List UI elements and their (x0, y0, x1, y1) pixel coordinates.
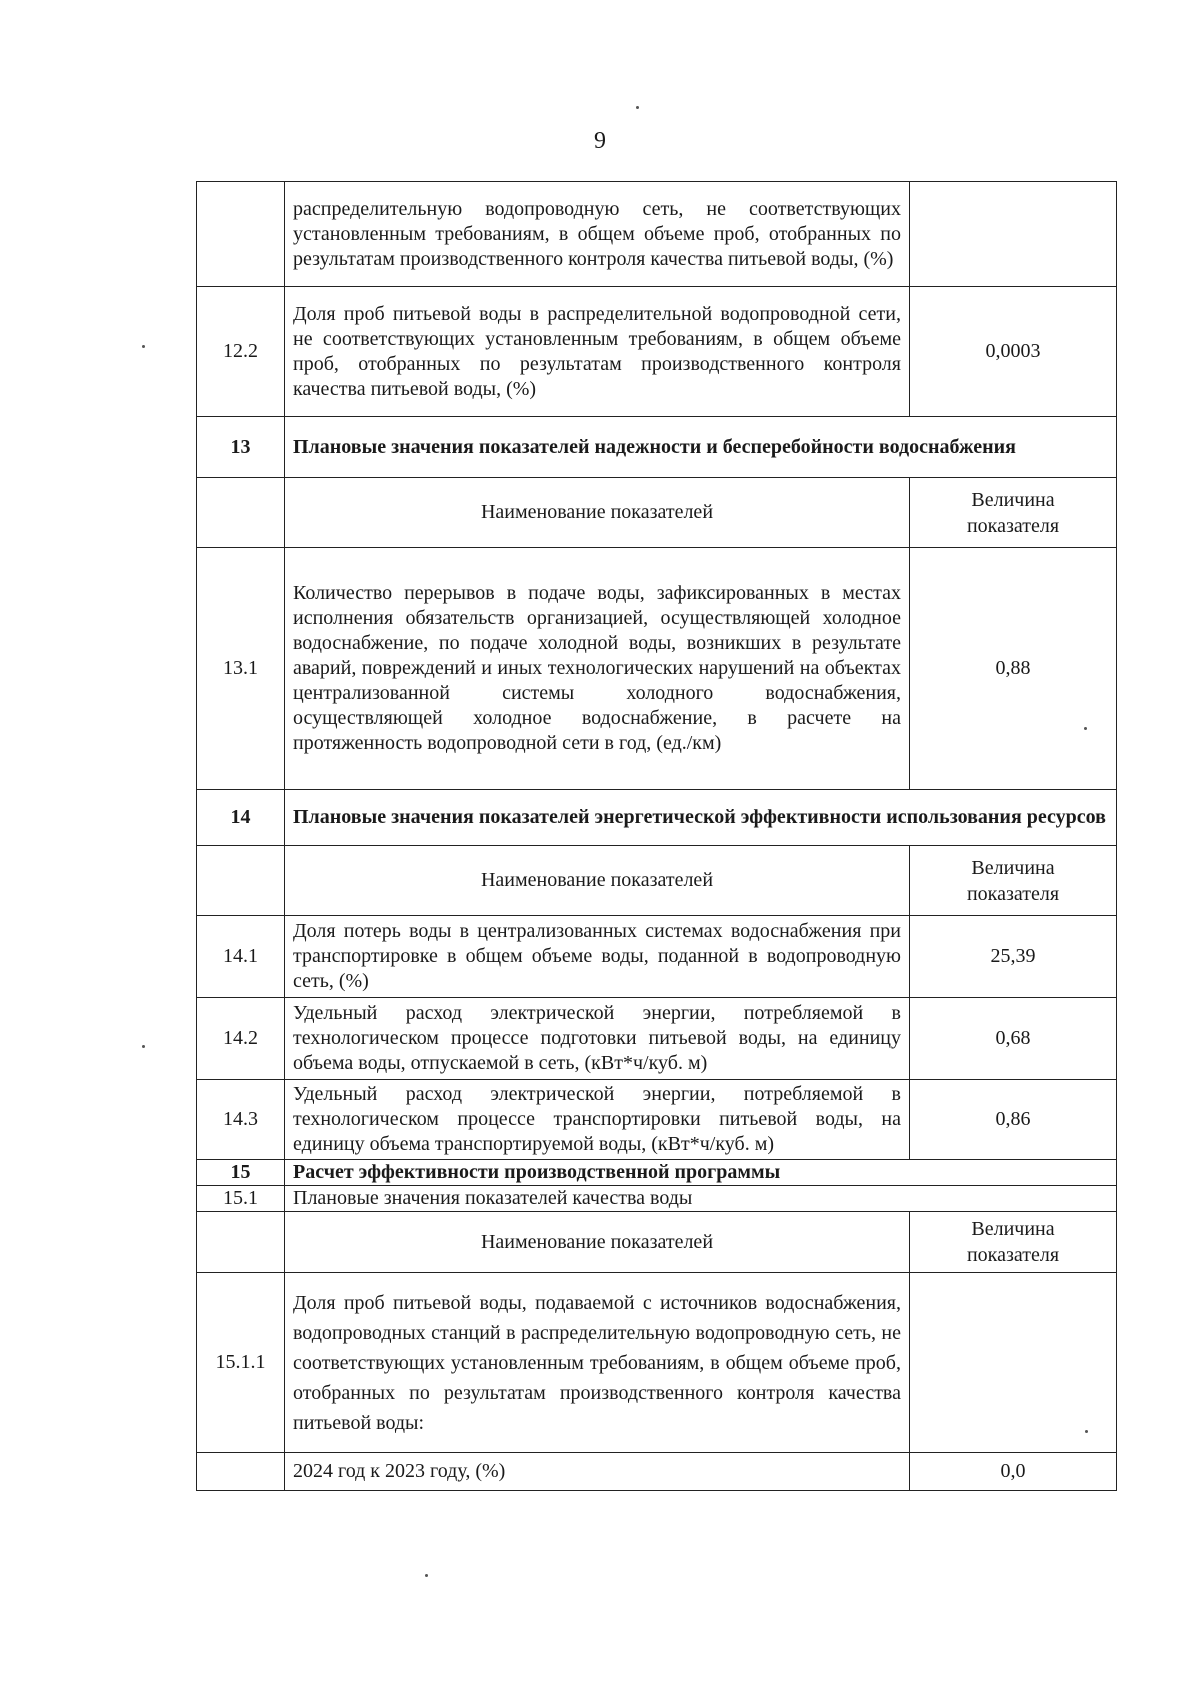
header-value-line2: показателя (966, 1244, 1060, 1266)
section-row-14 (197, 790, 1117, 846)
table-row-13-1 (197, 548, 1117, 790)
column-header-name: Наименование показателей (285, 1212, 910, 1273)
indicator-value (910, 182, 1117, 287)
indicator-value: 0,88 (910, 548, 1117, 790)
indicator-value: 0,0003 (910, 287, 1117, 417)
indicator-value: 0,0 (910, 1453, 1117, 1491)
scan-speck (636, 106, 639, 109)
indicator-name: 2024 год к 2023 году, (%) (285, 1453, 910, 1491)
header-row-13 (197, 478, 1117, 548)
table-row-14-3 (197, 1080, 1117, 1160)
section-title: Плановые значения показателей энергетической эффективности использования ресурсов (285, 790, 1117, 846)
header-value-line1: Величина (971, 856, 1055, 879)
indicator-name: Удельный расход электрической энергии, потребляемой в технологическом процессе подготовки питьевой воды, на единицу объема воды, отпускаемой в сеть, (кВт*ч/куб. м) (285, 998, 910, 1080)
indicator-name: распределительную водопроводную сеть, не соответствующих установленным требованиям, в общем объеме проб, отобранных по результатам производственного контроля качества питьевой воды, (%) (285, 182, 910, 287)
page-number: 9 (594, 128, 606, 154)
table-row-year (197, 1453, 1117, 1491)
column-header-name: Наименование показателей (285, 478, 910, 548)
column-header-name: Наименование показателей (285, 846, 910, 916)
header-value-line2: показателя (966, 514, 1060, 537)
scan-speck (1084, 727, 1087, 730)
section-row-15 (197, 1160, 1117, 1186)
indicators-table (196, 181, 1117, 1491)
table-row-continuation (197, 182, 1117, 287)
row-number: 14.3 (197, 1080, 285, 1160)
scan-speck (142, 1045, 145, 1048)
section-number: 15 (197, 1160, 285, 1186)
subsection-row-15-1 (197, 1186, 1117, 1212)
header-value-line1: Величина (971, 1218, 1055, 1240)
indicator-name: Удельный расход электрической энергии, потребляемой в технологическом процессе транспортировки питьевой воды, на единицу объема транспортируемой воды, (кВт*ч/куб. м) (285, 1080, 910, 1160)
indicator-name: Доля проб питьевой воды, подаваемой с источников водоснабжения, водопроводных станций в распределительную водопроводную сеть, не соответствующих установленным требованиям, в общем объеме проб, отобранных по результатам производственного контроля качества питьевой воды: (285, 1273, 910, 1453)
row-number: 12.2 (197, 287, 285, 417)
scan-speck (142, 345, 145, 348)
table-row-14-2 (197, 998, 1117, 1080)
header-value-line2: показателя (966, 882, 1060, 905)
indicator-name: Доля проб питьевой воды в распределительной водопроводной сети, не соответствующих установленным требованиям, в общем объеме проб, отобранных по результатам производственного контроля качества питьевой воды, (%) (285, 287, 910, 417)
indicator-value: 0,68 (910, 998, 1117, 1080)
scan-speck (1085, 1430, 1088, 1433)
indicator-value: 0,86 (910, 1080, 1117, 1160)
row-number (197, 1212, 285, 1273)
scan-speck (425, 1574, 428, 1577)
header-row-15 (197, 1212, 1117, 1273)
indicator-value (910, 1273, 1117, 1453)
section-number: 13 (197, 417, 285, 478)
section-title: Расчет эффективности производственной программы (285, 1160, 1117, 1186)
table-row-12-2 (197, 287, 1117, 417)
row-number (197, 1453, 285, 1491)
subsection-title: Плановые значения показателей качества воды (285, 1186, 1117, 1212)
row-number (197, 182, 285, 287)
column-header-value (910, 846, 1117, 916)
indicator-name: Количество перерывов в подаче воды, зафиксированных в местах исполнения обязательств организацией, осуществляющей холодное водоснабжение, по подаче холодной воды, возникших в результате аварий, повреждений и иных технологических нарушений на объектах централизованной системы холодного водоснабжения, осуществляющей холодное водоснабжение, в расчете на протяженность водопроводной сети в год, (ед./км) (285, 548, 910, 790)
row-number: 15.1 (197, 1186, 285, 1212)
section-row-13 (197, 417, 1117, 478)
table-row-15-1-1 (197, 1273, 1117, 1453)
row-number: 15.1.1 (197, 1273, 285, 1453)
column-header-value (910, 478, 1117, 548)
row-number (197, 846, 285, 916)
row-number: 14.2 (197, 998, 285, 1080)
header-value-line1: Величина (971, 488, 1055, 511)
row-number: 13.1 (197, 548, 285, 790)
section-number: 14 (197, 790, 285, 846)
row-number (197, 478, 285, 548)
row-number: 14.1 (197, 916, 285, 998)
table-row-14-1 (197, 916, 1117, 998)
indicator-value: 25,39 (910, 916, 1117, 998)
indicator-name: Доля потерь воды в централизованных системах водоснабжения при транспортировке в общем объеме воды, поданной в водопроводную сеть, (%) (285, 916, 910, 998)
section-title: Плановые значения показателей надежности и бесперебойности водоснабжения (285, 417, 1117, 478)
column-header-value (910, 1212, 1117, 1273)
header-row-14 (197, 846, 1117, 916)
